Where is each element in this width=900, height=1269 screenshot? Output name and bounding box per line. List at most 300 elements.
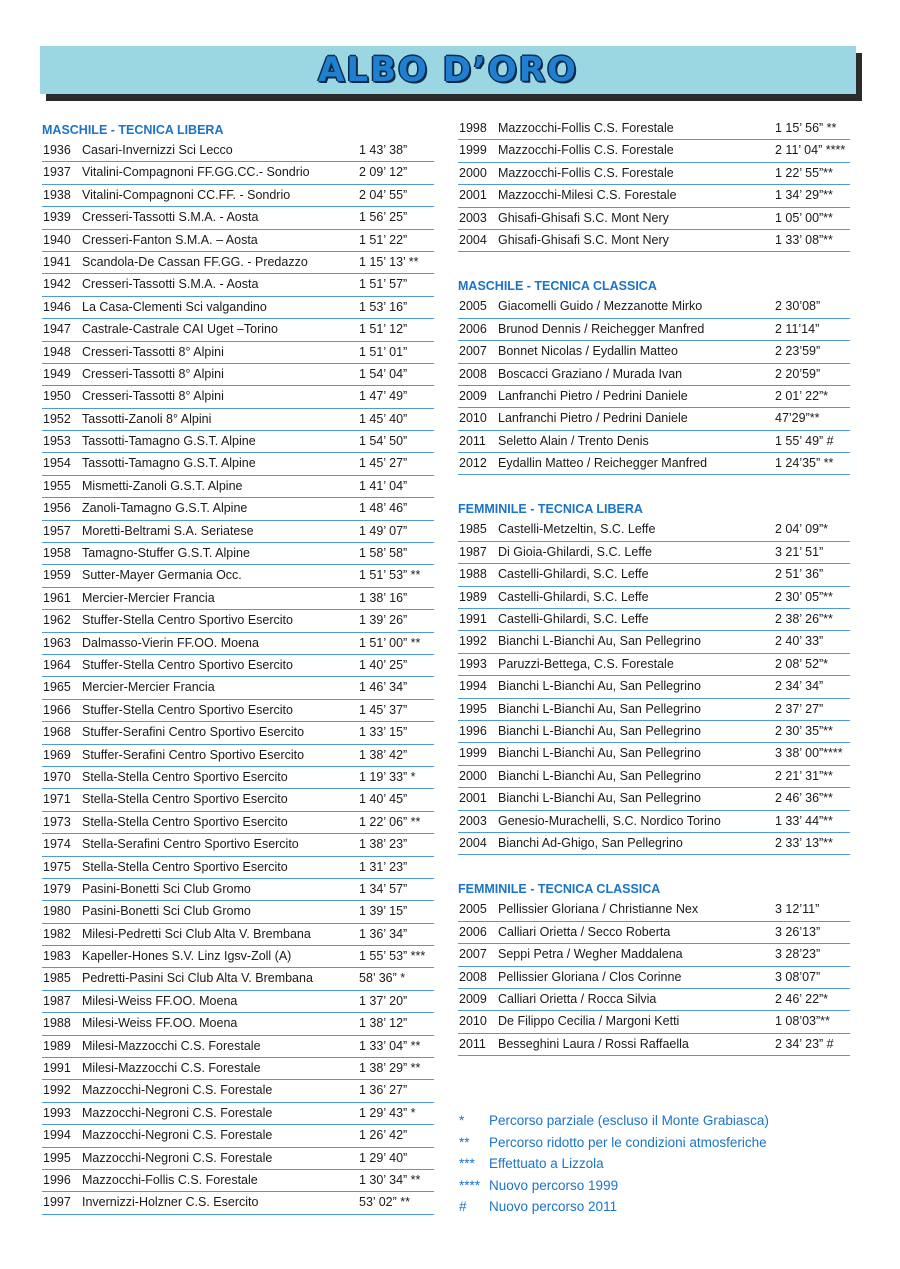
result-row (42, 319, 434, 341)
result-year: 1939 (43, 210, 71, 225)
result-time: 1 54’ 50” (359, 434, 408, 449)
result-time: 2 34’ 34” (775, 679, 824, 694)
result-year: 1996 (459, 723, 487, 738)
result-time: 1 33’ 04” ** (359, 1038, 421, 1053)
result-team: Mismetti-Zanoli G.S.T. Alpine (82, 478, 243, 493)
result-team: Mazzocchi-Negroni C.S. Forestale (82, 1105, 273, 1120)
result-time: 2 11’14” (775, 321, 820, 336)
result-time: 1 22’ 06” ** (359, 814, 421, 829)
result-row (42, 1125, 434, 1147)
result-time: 2 30’08” (775, 299, 821, 314)
result-year: 2008 (459, 366, 487, 381)
result-year: 2010 (459, 411, 487, 426)
result-time: 2 33’ 13”** (775, 835, 833, 850)
result-team: Casari-Invernizzi Sci Lecco (82, 143, 233, 157)
result-year: 1996 (43, 1172, 71, 1187)
result-team: Calliari Orietta / Rocca Silvia (498, 991, 657, 1006)
result-row (42, 655, 434, 677)
result-team: Mazzocchi-Milesi C.S. Forestale (498, 188, 677, 203)
result-row (42, 1080, 434, 1102)
legend-item (458, 1196, 858, 1218)
result-row (42, 834, 434, 856)
result-time: 2 23’59” (775, 344, 821, 359)
legend-text: Nuovo percorso 1999 (489, 1177, 619, 1193)
result-row (42, 498, 434, 520)
result-team: Stuffer-Stella Centro Sportivo Esercito (82, 702, 293, 717)
result-year: 1992 (459, 634, 487, 649)
result-time: 2 04’ 55” (359, 187, 408, 202)
result-year: 1993 (459, 656, 487, 671)
result-row (458, 922, 850, 944)
result-team: Giacomelli Guido / Mezzanotte Mirko (498, 299, 703, 314)
result-row (458, 431, 850, 453)
result-year: 1938 (43, 187, 71, 202)
result-year: 1991 (459, 612, 487, 627)
result-time: 53’ 02” ** (359, 1195, 410, 1210)
result-team: Ghisafi-Ghisafi S.C. Mont Nery (498, 210, 669, 225)
result-row (42, 386, 434, 408)
result-time: 3 26’13” (775, 924, 821, 939)
result-row (42, 1148, 434, 1170)
result-row (42, 1170, 434, 1192)
result-year: 1962 (43, 613, 71, 628)
legend-item (458, 1153, 858, 1175)
result-row (458, 296, 850, 318)
result-year: 1936 (43, 143, 71, 157)
result-time: 1 29’ 43” * (359, 1105, 416, 1120)
result-row (42, 140, 434, 162)
result-row (42, 364, 434, 386)
result-year: 1983 (43, 949, 71, 964)
result-year: 1971 (43, 792, 71, 807)
result-time: 1 30’ 34” ** (359, 1172, 421, 1187)
result-time: 1 51’ 22” (359, 232, 408, 247)
result-row (458, 118, 850, 140)
result-team: Stella-Stella Centro Sportivo Esercito (82, 859, 288, 874)
result-row (42, 476, 434, 498)
result-year: 1980 (43, 904, 71, 919)
result-team: Stuffer-Serafini Centro Sportivo Esercito (82, 725, 305, 740)
result-row (458, 319, 850, 341)
right-column (458, 118, 850, 1056)
result-time: 1 45’ 27” (359, 456, 408, 471)
result-row (42, 252, 434, 274)
result-time: 1 36’ 27” (359, 1083, 408, 1098)
result-team: Boscacci Graziano / Murada Ivan (498, 366, 683, 381)
result-team: Vitalini-Compagnoni FF.GG.CC.- Sondrio (82, 165, 310, 180)
result-year: 1989 (43, 1038, 71, 1053)
result-year: 1949 (43, 366, 71, 381)
result-time: 1 47’ 49” (359, 389, 408, 404)
result-team: Milesi-Weiss FF.OO. Moena (82, 1016, 238, 1031)
result-row (42, 1192, 434, 1214)
result-year: 1973 (43, 814, 71, 829)
result-row (42, 230, 434, 252)
result-time: 47’29”** (775, 411, 820, 426)
result-time: 1 29’ 40” (359, 1150, 408, 1165)
legend-symbol: **** (459, 1177, 481, 1193)
result-year: 2001 (459, 188, 487, 203)
result-row (458, 587, 850, 609)
result-time: 1 08’03”** (775, 1014, 830, 1029)
result-year: 2007 (459, 947, 487, 962)
legend-item (458, 1110, 858, 1132)
result-year: 2011 (459, 433, 486, 448)
result-row (42, 677, 434, 699)
result-year: 1995 (459, 701, 487, 716)
result-year: 1998 (459, 121, 487, 135)
result-time: 1 19’ 33” * (359, 769, 416, 784)
result-time: 1 49’ 07” (359, 523, 408, 538)
result-team: Stella-Serafini Centro Sportivo Esercito (82, 837, 299, 852)
result-row (458, 699, 850, 721)
result-row (42, 722, 434, 744)
result-team: Pedretti-Pasini Sci Club Alta V. Brembana (82, 971, 313, 986)
result-time: 1 33’ 15” (359, 725, 408, 740)
result-time: 58’ 36” * (359, 971, 406, 986)
result-time: 3 21’ 51” (775, 544, 824, 559)
result-time: 1 51’ 57” (359, 277, 408, 292)
result-team: Mazzocchi-Follis C.S. Forestale (498, 143, 674, 158)
result-time: 1 38’ 16” (359, 590, 408, 605)
result-team: La Casa-Clementi Sci valgandino (82, 299, 267, 314)
result-team: Tamagno-Stuffer G.S.T. Alpine (82, 546, 250, 561)
result-team: Cresseri-Fanton S.M.A. – Aosta (82, 232, 258, 247)
result-time: 1 05’ 00”** (775, 210, 833, 225)
result-row (42, 431, 434, 453)
result-team: Mazzocchi-Negroni C.S. Forestale (82, 1150, 273, 1165)
result-row (458, 609, 850, 631)
result-row (458, 542, 850, 564)
result-row (458, 833, 850, 855)
result-team: Scandola-De Cassan FF.GG. - Predazzo (82, 254, 308, 269)
legend-item (458, 1132, 858, 1154)
result-year: 1940 (43, 232, 71, 247)
result-time: 1 38’ 29” ** (359, 1061, 421, 1076)
result-year: 1963 (43, 635, 71, 650)
left-column (42, 118, 434, 1215)
result-team: Mercier-Mercier Francia (82, 680, 215, 695)
results-list-maschile-libera (42, 140, 434, 1215)
result-time: 2 51’ 36” (775, 567, 824, 582)
legend-text: Percorso parziale (escluso il Monte Grabiasca) (489, 1113, 769, 1128)
result-time: 2 40’ 33” (775, 634, 824, 649)
result-time: 1 34’ 57” (359, 881, 408, 896)
result-row (458, 163, 850, 185)
result-row (458, 185, 850, 207)
result-time: 1 56’ 25” (359, 210, 408, 225)
section-title-maschile-classica: MASCHILE - TECNICA CLASSICA (458, 279, 657, 294)
result-year: 1948 (43, 344, 71, 359)
result-year: 2000 (459, 165, 487, 180)
result-row (458, 989, 850, 1011)
result-time: 1 38’ 12” (359, 1016, 408, 1031)
result-time: 1 38’ 23” (359, 837, 408, 852)
result-time: 2 11’ 04” **** (775, 143, 846, 158)
result-row (42, 901, 434, 923)
result-year: 2006 (459, 924, 487, 939)
result-time: 1 46’ 34” (359, 680, 408, 695)
result-team: Mazzocchi-Follis C.S. Forestale (498, 121, 674, 135)
result-team: Seletto Alain / Trento Denis (498, 433, 649, 448)
result-team: Castelli-Ghilardi, S.C. Leffe (498, 612, 649, 627)
result-time: 1 55’ 49” # (775, 433, 834, 448)
legend-symbol: # (459, 1199, 467, 1214)
result-year: 2009 (459, 388, 487, 403)
result-time: 1 53’ 16” (359, 299, 408, 314)
result-team: Cresseri-Tassotti S.M.A. - Aosta (82, 277, 259, 292)
page-title: ALBO D’ORO (318, 50, 578, 90)
result-team: Di Gioia-Ghilardi, S.C. Leffe (498, 544, 652, 559)
result-row (42, 879, 434, 901)
result-row (42, 1036, 434, 1058)
result-time: 1 45’ 37” (359, 702, 408, 717)
result-row (42, 342, 434, 364)
result-time: 2 46’ 36”** (775, 791, 833, 806)
result-time: 2 09’ 12” (359, 165, 408, 180)
result-row (42, 274, 434, 296)
result-year: 1979 (43, 881, 71, 896)
result-row (42, 409, 434, 431)
result-time: 2 46’ 22”* (775, 991, 829, 1006)
result-team: Mazzocchi-Follis C.S. Forestale (82, 1172, 258, 1187)
result-year: 1947 (43, 322, 71, 337)
result-time: 1 33’ 44”** (775, 813, 833, 828)
result-team: Stella-Stella Centro Sportivo Esercito (82, 792, 288, 807)
result-team: Cresseri-Tassotti 8° Alpini (82, 366, 224, 381)
result-team: Mercier-Mercier Francia (82, 590, 215, 605)
result-year: 1950 (43, 389, 71, 404)
results-list-femminile-libera (458, 519, 850, 855)
result-year: 1961 (43, 590, 71, 605)
section-title-femminile-libera: FEMMINILE - TECNICA LIBERA (458, 502, 643, 517)
result-year: 1997 (43, 1195, 71, 1210)
legend-symbol: * (459, 1113, 465, 1128)
result-team: Dalmasso-Vierin FF.OO. Moena (82, 635, 259, 650)
result-team: Zanoli-Tamagno G.S.T. Alpine (82, 501, 248, 516)
result-row (458, 564, 850, 586)
result-row (42, 1103, 434, 1125)
result-time: 2 38’ 26”** (775, 612, 833, 627)
result-year: 1946 (43, 299, 71, 314)
result-row (458, 408, 850, 430)
result-team: Lanfranchi Pietro / Pedrini Daniele (498, 388, 688, 403)
legend (458, 1110, 858, 1218)
result-year: 2004 (459, 835, 487, 850)
result-year: 1958 (43, 546, 71, 561)
result-time: 1 55’ 53” *** (359, 949, 426, 964)
result-year: 1954 (43, 456, 71, 471)
result-year: 1966 (43, 702, 71, 717)
result-team: Eydallin Matteo / Reichegger Manfred (498, 456, 708, 471)
result-row (458, 1034, 850, 1056)
result-team: Tassotti-Tamagno G.S.T. Alpine (82, 456, 256, 471)
result-row (458, 364, 850, 386)
result-row (458, 654, 850, 676)
result-team: Milesi-Mazzocchi C.S. Forestale (82, 1038, 261, 1053)
result-year: 2007 (459, 344, 487, 359)
results-list-maschile-classica (458, 296, 850, 475)
result-row (458, 944, 850, 966)
result-row (42, 857, 434, 879)
result-year: 1999 (459, 143, 487, 158)
result-team: Kapeller-Hones S.V. Linz Igsv-Zoll (A) (82, 949, 292, 964)
result-year: 1982 (43, 926, 71, 941)
result-time: 1 51’ 12” (359, 322, 408, 337)
result-team: Bianchi Ad-Ghigo, San Pellegrino (498, 835, 683, 850)
result-time: 3 08’07” (775, 969, 821, 984)
result-year: 1956 (43, 501, 71, 516)
result-team: Calliari Orietta / Secco Roberta (498, 924, 671, 939)
result-team: Paruzzi-Bettega, C.S. Forestale (498, 656, 674, 671)
result-year: 2003 (459, 813, 487, 828)
result-row (42, 565, 434, 587)
result-time: 1 40’ 25” (359, 657, 408, 672)
result-row (42, 1058, 434, 1080)
legend-text: Nuovo percorso 2011 (489, 1199, 618, 1214)
result-time: 1 15’ 13’ ** (359, 254, 419, 269)
result-year: 2005 (459, 299, 487, 314)
result-time: 1 51’ 00” ** (359, 635, 421, 650)
result-row (42, 991, 434, 1013)
title-banner (40, 46, 856, 94)
section-gap (458, 855, 850, 877)
section-title-maschile-libera: MASCHILE - TECNICA LIBERA (42, 123, 224, 137)
result-time: 1 24’35” ** (775, 456, 834, 471)
result-row (458, 208, 850, 230)
result-row (42, 185, 434, 207)
result-row (458, 967, 850, 989)
result-team: Mazzocchi-Negroni C.S. Forestale (82, 1128, 273, 1143)
result-time: 3 38’ 00”**** (775, 746, 843, 761)
result-row (458, 743, 850, 765)
result-team: Cresseri-Tassotti 8° Alpini (82, 344, 224, 359)
result-time: 2 04’ 09”* (775, 522, 829, 537)
result-time: 2 01’ 22”* (775, 388, 829, 403)
result-row (458, 519, 850, 541)
result-row (458, 631, 850, 653)
result-year: 1994 (43, 1128, 71, 1143)
result-time: 1 43’ 38” (359, 143, 408, 157)
result-time: 2 37’ 27” (775, 701, 824, 716)
result-year: 1985 (459, 522, 487, 537)
result-time: 1 51’ 53” ** (359, 568, 421, 583)
result-team: Cresseri-Tassotti 8° Alpini (82, 389, 224, 404)
result-team: Ghisafi-Ghisafi S.C. Mont Nery (498, 232, 669, 247)
result-year: 1953 (43, 434, 71, 449)
legend-text: Effettuato a Lizzola (489, 1156, 604, 1171)
result-team: Mazzocchi-Follis C.S. Forestale (498, 165, 674, 180)
result-year: 1988 (459, 567, 487, 582)
result-year: 1992 (43, 1083, 71, 1098)
result-year: 1989 (459, 589, 487, 604)
result-time: 1 38’ 42” (359, 747, 408, 762)
result-row (42, 521, 434, 543)
results-list-maschile-libera-continued (458, 118, 850, 252)
result-year: 1985 (43, 971, 71, 986)
result-row (42, 207, 434, 229)
result-row (42, 543, 434, 565)
result-time: 1 26’ 42” (359, 1128, 408, 1143)
result-year: 1991 (43, 1061, 71, 1076)
result-time: 1 36’ 34” (359, 926, 408, 941)
result-team: De Filippo Cecilia / Margoni Ketti (498, 1014, 680, 1029)
result-row (42, 633, 434, 655)
result-row (42, 700, 434, 722)
result-team: Vitalini-Compagnoni CC.FF. - Sondrio (82, 187, 291, 202)
result-row (458, 899, 850, 921)
result-year: 2008 (459, 969, 487, 984)
result-time: 2 30’ 35”** (775, 723, 833, 738)
results-list-femminile-classica (458, 899, 850, 1056)
result-team: Bianchi L-Bianchi Au, San Pellegrino (498, 679, 701, 694)
result-year: 2006 (459, 321, 487, 336)
result-year: 1974 (43, 837, 71, 852)
result-team: Castrale-Castrale CAI Uget –Torino (82, 322, 278, 337)
result-year: 1965 (43, 680, 71, 695)
result-team: Castelli-Metzeltin, S.C. Leffe (498, 522, 656, 537)
result-year: 2012 (459, 456, 487, 471)
result-row (42, 745, 434, 767)
result-team: Pellissier Gloriana / Christianne Nex (498, 902, 699, 917)
result-team: Bianchi L-Bianchi Au, San Pellegrino (498, 746, 701, 761)
result-row (42, 968, 434, 990)
result-year: 2004 (459, 232, 487, 247)
result-team: Stuffer-Stella Centro Sportivo Esercito (82, 613, 293, 628)
result-row (458, 721, 850, 743)
result-row (42, 297, 434, 319)
result-team: Besseghini Laura / Rossi Raffaella (498, 1036, 689, 1051)
result-time: 2 08’ 52”* (775, 656, 829, 671)
result-year: 1955 (43, 478, 71, 493)
result-time: 1 39’ 26” (359, 613, 408, 628)
result-year: 1987 (459, 544, 487, 559)
result-year: 1994 (459, 679, 487, 694)
section-gap (458, 475, 850, 497)
result-time: 1 39’ 15” (359, 904, 408, 919)
result-team: Bianchi L-Bianchi Au, San Pellegrino (498, 791, 701, 806)
result-team: Lanfranchi Pietro / Pedrini Daniele (498, 411, 688, 426)
result-year: 1995 (43, 1150, 71, 1165)
result-year: 1975 (43, 859, 71, 874)
result-year: 2003 (459, 210, 487, 225)
result-time: 1 37’ 20” (359, 993, 408, 1008)
result-year: 1999 (459, 746, 487, 761)
result-team: Pasini-Bonetti Sci Club Gromo (82, 881, 251, 896)
result-team: Pasini-Bonetti Sci Club Gromo (82, 904, 251, 919)
result-row (458, 453, 850, 475)
result-team: Pellissier Gloriana / Clos Corinne (498, 969, 682, 984)
result-team: Genesio-Murachelli, S.C. Nordico Torino (498, 813, 721, 828)
result-time: 1 58’ 58” (359, 546, 408, 561)
result-time: 1 40’ 45” (359, 792, 408, 807)
result-team: Bonnet Nicolas / Eydallin Matteo (498, 344, 678, 359)
result-time: 2 34’ 23” # (775, 1036, 834, 1051)
result-team: Bianchi L-Bianchi Au, San Pellegrino (498, 634, 701, 649)
result-year: 2010 (459, 1014, 487, 1029)
result-team: Cresseri-Tassotti S.M.A. - Aosta (82, 210, 259, 225)
result-year: 1952 (43, 411, 71, 426)
section-gap (458, 252, 850, 274)
result-time: 2 30’ 05”** (775, 589, 833, 604)
result-team: Bianchi L-Bianchi Au, San Pellegrino (498, 768, 701, 783)
result-team: Milesi-Weiss FF.OO. Moena (82, 993, 238, 1008)
result-team: Invernizzi-Holzner C.S. Esercito (82, 1195, 259, 1210)
result-year: 2000 (459, 768, 487, 783)
result-row (458, 766, 850, 788)
legend-item (458, 1175, 858, 1197)
result-team: Bianchi L-Bianchi Au, San Pellegrino (498, 723, 701, 738)
